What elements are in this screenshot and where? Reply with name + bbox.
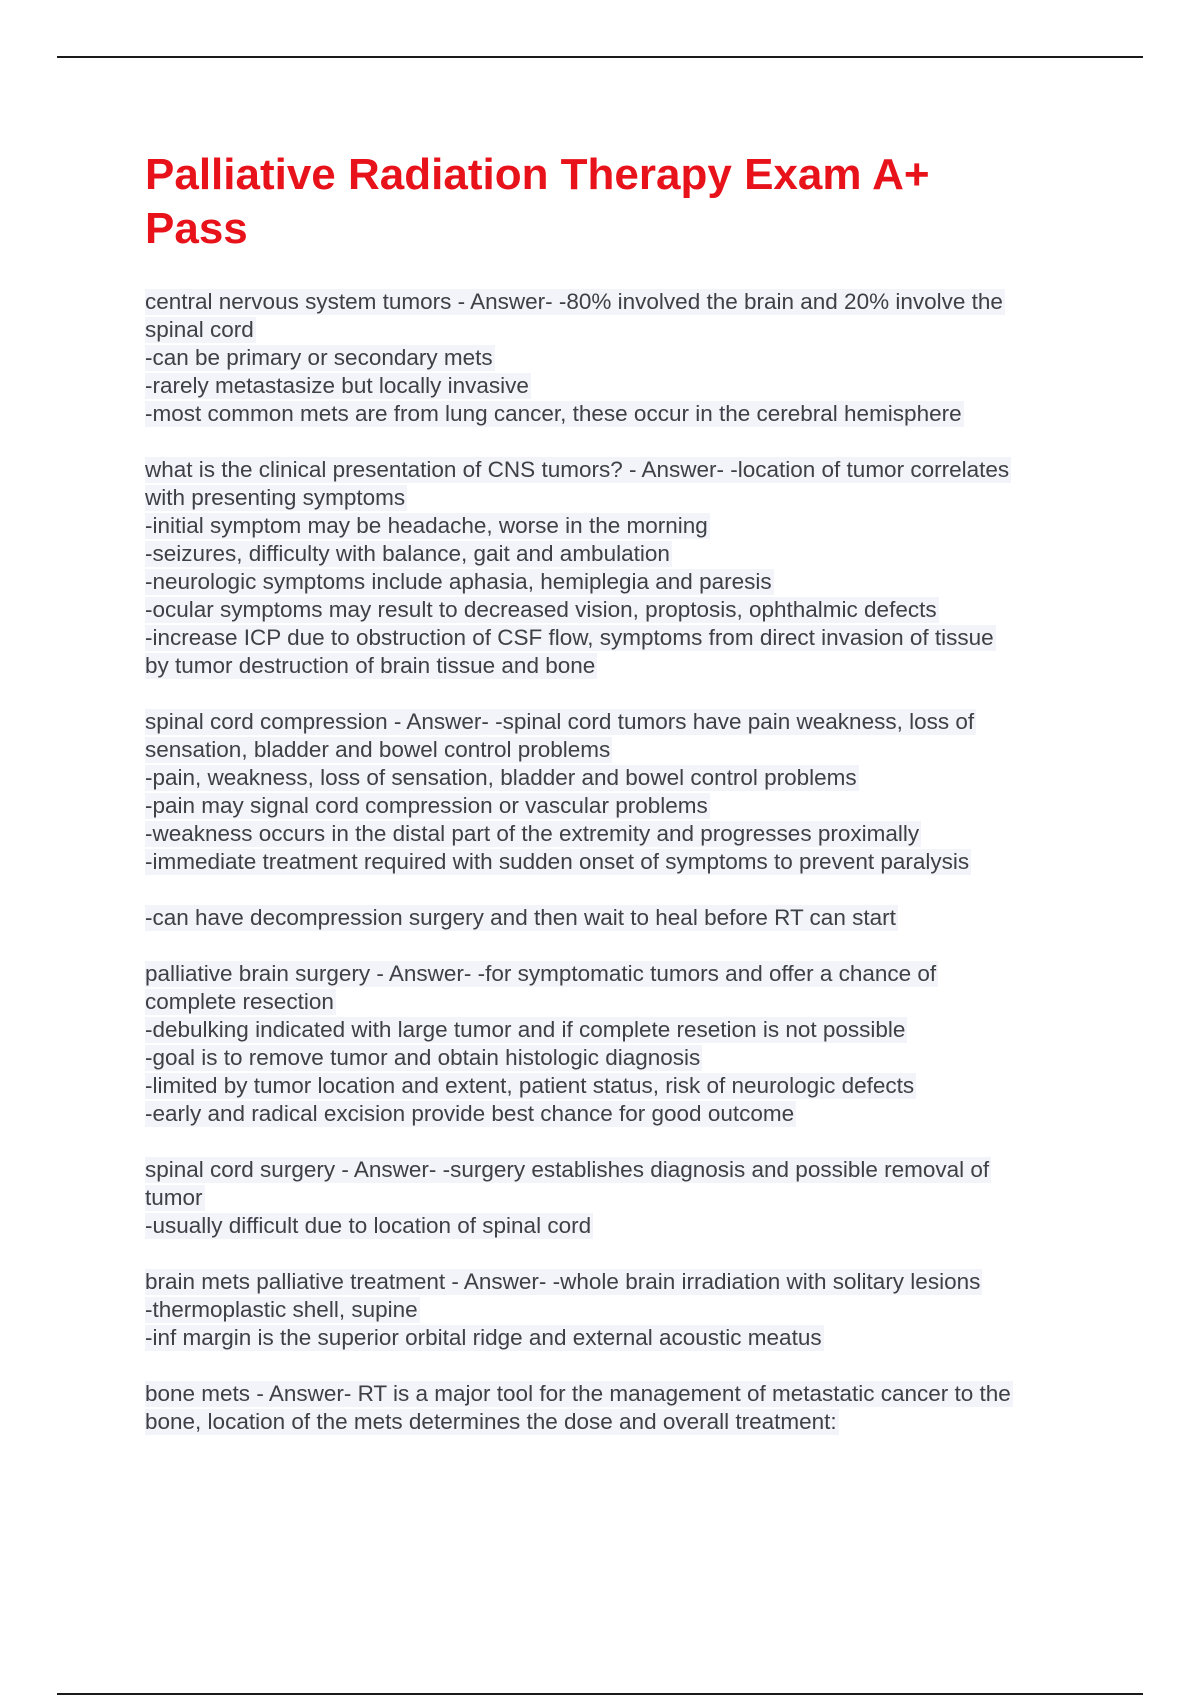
text-line: bone mets - Answer- RT is a major tool for the management of metastatic cancer to the — [145, 1381, 1011, 1406]
top-rule — [57, 56, 1143, 58]
text-line: -limited by tumor location and extent, patient status, risk of neurologic defects — [145, 1073, 915, 1098]
text-line: -pain may signal cord compression or vascular problems — [145, 793, 708, 818]
text-line: -weakness occurs in the distal part of the extremity and progresses proximally — [145, 821, 920, 846]
text-line: -increase ICP due to obstruction of CSF flow, symptoms from direct invasion of tissue — [145, 625, 994, 650]
text-line: -early and radical excision provide best chance for good outcome — [145, 1101, 795, 1126]
text-line: -inf margin is the superior orbital ridge and external acoustic meatus — [145, 1325, 822, 1350]
text-line: -most common mets are from lung cancer, these occur in the cerebral hemisphere — [145, 401, 962, 426]
text-line: -seizures, difficulty with balance, gait and ambulation — [145, 541, 670, 566]
qa-block-spinal-cord-compression — [145, 708, 1085, 876]
text-line: -rarely metastasize but locally invasive — [145, 373, 529, 398]
text-line: -pain, weakness, loss of sensation, bladder and bowel control problems — [145, 765, 857, 790]
text-line: -debulking indicated with large tumor and if complete resetion is not possible — [145, 1017, 906, 1042]
qa-block-cns-tumors — [145, 288, 1085, 428]
text-line: complete resection — [145, 989, 334, 1014]
document-body — [145, 148, 1085, 1464]
text-line: -usually difficult due to location of spinal cord — [145, 1213, 592, 1238]
qa-block-decompression-note — [145, 904, 1085, 932]
qa-block-spinal-cord-surgery — [145, 1156, 1085, 1240]
text-line: with presenting symptoms — [145, 485, 406, 510]
text-line: palliative brain surgery - Answer- -for symptomatic tumors and offer a chance of — [145, 961, 937, 986]
qa-block-palliative-brain-surgery — [145, 960, 1085, 1128]
text-line: -can have decompression surgery and then wait to heal before RT can start — [145, 905, 896, 930]
text-line: brain mets palliative treatment - Answer- -whole brain irradiation with solitary lesions — [145, 1269, 981, 1294]
text-line: tumor — [145, 1185, 203, 1210]
text-line: -immediate treatment required with sudden onset of symptoms to prevent paralysis — [145, 849, 970, 874]
qa-block-cns-presentation — [145, 456, 1085, 680]
qa-block-brain-mets — [145, 1268, 1085, 1352]
page-title — [145, 148, 1085, 256]
title-line: Palliative Radiation Therapy Exam A+ — [145, 150, 930, 199]
text-line: -goal is to remove tumor and obtain histologic diagnosis — [145, 1045, 701, 1070]
title-line: Pass — [145, 204, 248, 253]
text-line: spinal cord — [145, 317, 254, 342]
text-line: by tumor destruction of brain tissue and bone — [145, 653, 596, 678]
text-line: spinal cord compression - Answer- -spinal cord tumors have pain weakness, loss of — [145, 709, 975, 734]
text-line: central nervous system tumors - Answer- -80% involved the brain and 20% involve the — [145, 289, 1003, 314]
qa-block-bone-mets — [145, 1380, 1085, 1436]
text-line: -neurologic symptoms include aphasia, hemiplegia and paresis — [145, 569, 772, 594]
text-line: what is the clinical presentation of CNS tumors? - Answer- -location of tumor correlates — [145, 457, 1010, 482]
text-line: -ocular symptoms may result to decreased vision, proptosis, ophthalmic defects — [145, 597, 937, 622]
text-line: -initial symptom may be headache, worse in the morning — [145, 513, 708, 538]
bottom-rule — [57, 1693, 1143, 1695]
text-line: sensation, bladder and bowel control problems — [145, 737, 611, 762]
text-line: -can be primary or secondary mets — [145, 345, 493, 370]
text-line: spinal cord surgery - Answer- -surgery establishes diagnosis and possible removal of — [145, 1157, 990, 1182]
text-line: -thermoplastic shell, supine — [145, 1297, 418, 1322]
text-line: bone, location of the mets determines the dose and overall treatment: — [145, 1409, 837, 1434]
